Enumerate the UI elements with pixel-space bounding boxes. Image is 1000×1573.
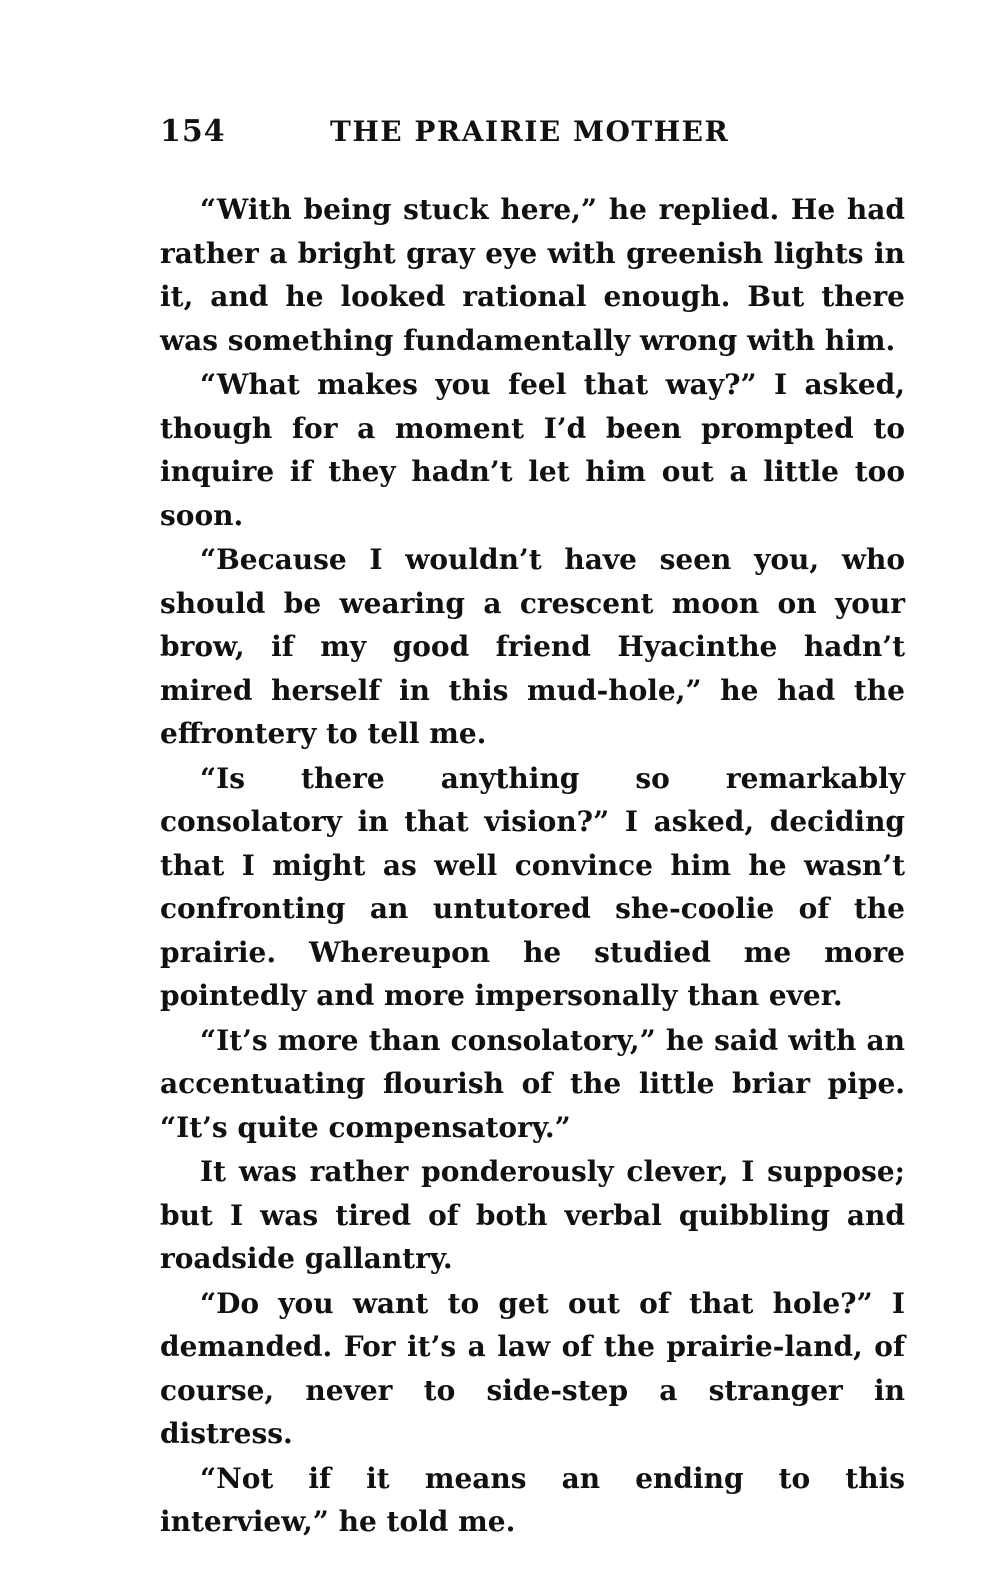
paragraph: “Because I wouldn’t have seen you, who should be wearing a crescent moon on your brow, if my good friend Hyacinthe hadn’t mired herself in this mud-hole,” he had the effrontery to tell me.: [160, 543, 905, 750]
paragraph: “With being stuck here,” he replied. He had rather a bright gray eye with greenish lights in it, and he looked rational enough. But there was something fundamentally wrong with him.: [160, 193, 905, 357]
body-text: [160, 188, 905, 1544]
running-title: THE PRAIRIE MOTHER: [330, 115, 730, 148]
paragraph: “Not if it means an ending to this interview,” he told me.: [160, 1461, 905, 1538]
paragraph: “It’s more than consolatory,” he said with an accentuating flourish of the little briar pipe. “It’s quite compensatory.”: [160, 1023, 905, 1144]
paragraph: “What makes you feel that way?” I asked, though for a moment I’d been prompted to inquire if they hadn’t let him out a little too soon.: [160, 368, 905, 532]
page-number: 154: [160, 114, 226, 149]
paragraph: “Is there anything so remarkably consolatory in that vision?” I asked, deciding that I might as well convince him he wasn’t confronting an untutored she-coolie of the prairie. Whereupon he studied me more pointedly and more impersonally than ever.: [160, 761, 905, 1012]
running-head: [160, 112, 905, 152]
paragraph: “Do you want to get out of that hole?” I demanded. For it’s a law of the prairie-land, of course, never to side-step a stranger in distress.: [160, 1286, 905, 1450]
paragraph: It was rather ponderously clever, I suppose; but I was tired of both verbal quibbling and roadside gallantry.: [160, 1155, 905, 1275]
